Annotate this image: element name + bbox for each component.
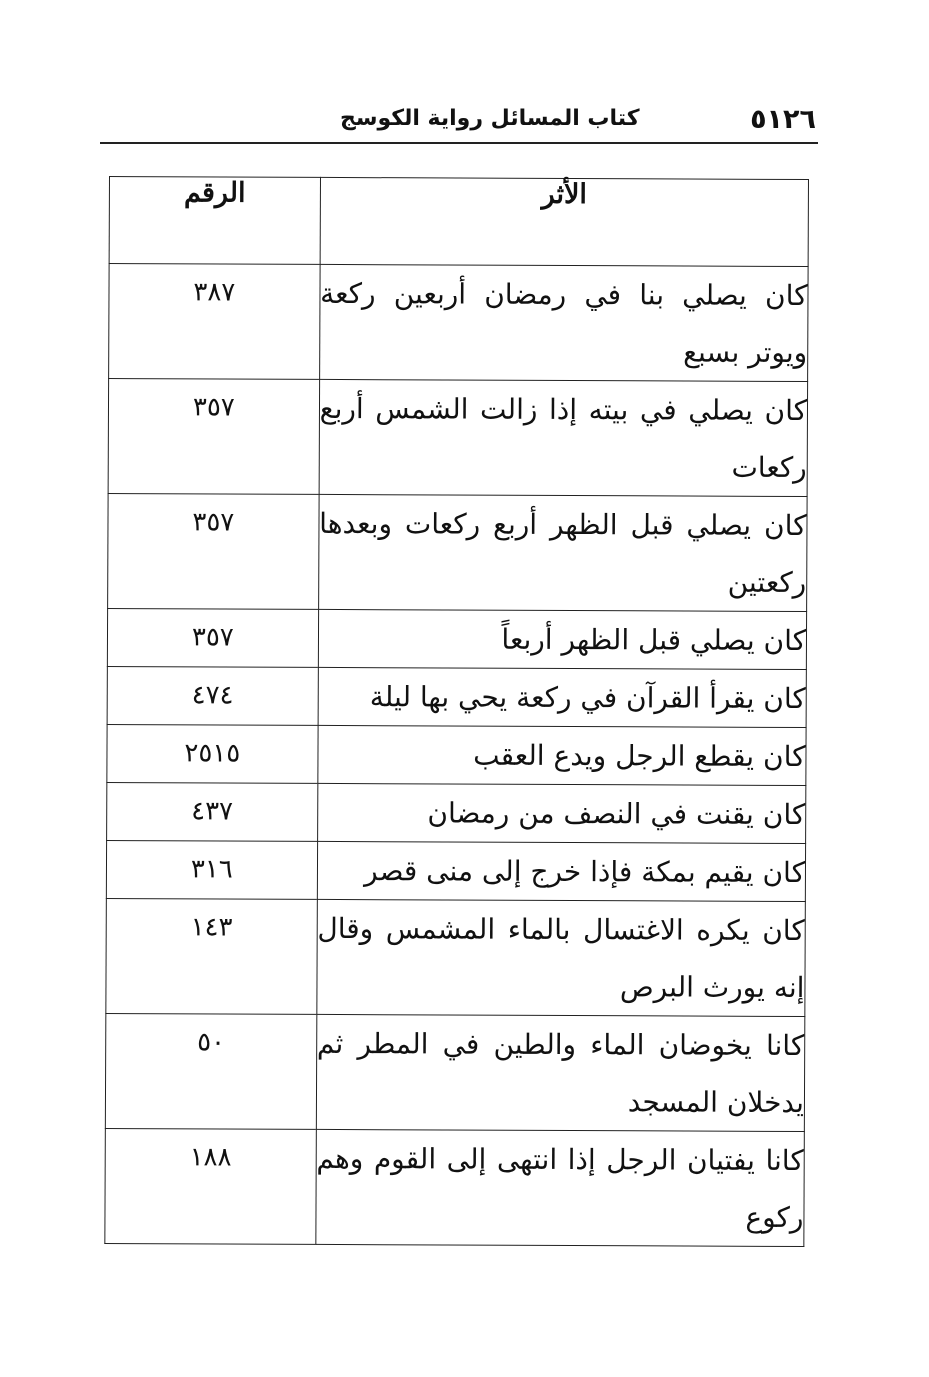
athar-text-cell: كان يقطع الرجل ويدع العقب <box>318 725 807 785</box>
number-cell: ٣٥٧ <box>107 608 318 667</box>
number-cell: ٣٥٧ <box>108 379 319 495</box>
table-row <box>107 666 806 727</box>
table-row <box>107 782 806 843</box>
number-cell: ٢٥١٥ <box>107 724 318 783</box>
athar-text-cell: كانا يفتيان الرجل إذا انتهى إلى القوم وهم ركوع <box>316 1129 805 1246</box>
number-cell: ١٤٣ <box>106 898 317 1014</box>
header-rule <box>100 142 818 144</box>
number-cell: ١٨٨ <box>105 1128 316 1244</box>
page-number: ٥١٢٦ <box>750 104 816 135</box>
table-row <box>105 1128 804 1246</box>
table-row <box>109 264 808 382</box>
athar-text-cell: كان يصلي قبل الظهر أربعاً <box>318 609 807 669</box>
table-row <box>106 840 805 901</box>
table-row <box>107 724 806 785</box>
table-header-row <box>109 177 808 267</box>
athar-index-table <box>104 176 809 1247</box>
table-row <box>105 1013 804 1131</box>
table-row <box>106 898 805 1016</box>
number-cell: ٣٨٧ <box>109 264 320 380</box>
number-cell: ٤٧٤ <box>107 666 318 725</box>
column-header-number: الرقم <box>109 177 320 265</box>
athar-text-cell: كان يصلي في بيته إذا زالت الشمس أربع ركعات <box>319 379 808 496</box>
page-header <box>100 96 818 144</box>
athar-text-cell: كانا يخوضان الماء والطين في المطر ثم يدخلان المسجد <box>316 1014 805 1131</box>
athar-text-cell: كان يقنت في النصف من رمضان <box>317 783 806 843</box>
book-title: كتاب المسائل رواية الكوسج <box>340 106 640 131</box>
number-cell: ٣٥٧ <box>108 493 319 609</box>
column-header-athar: الأثر <box>320 177 809 266</box>
table-row <box>108 493 807 611</box>
number-cell: ٣١٦ <box>106 840 317 899</box>
number-cell: ٤٣٧ <box>107 782 318 841</box>
table-row <box>107 608 806 669</box>
athar-text-cell: كان يقيم بمكة فإذا خرج إلى منى قصر <box>317 841 806 901</box>
athar-text-cell: كان يقرأ القرآن في ركعة يحي بها ليلة <box>318 667 807 727</box>
table-row <box>108 379 807 497</box>
athar-text-cell: كان يصلي بنا في رمضان أربعين ركعة ويوتر بسبع <box>319 264 808 381</box>
athar-text-cell: كان يكره الاغتسال بالماء المشمس وقال إنه يورث البرص <box>317 899 806 1016</box>
athar-text-cell: كان يصلي قبل الظهر أربع ركعات وبعدها ركعتين <box>318 494 807 611</box>
number-cell: ٥٠ <box>105 1013 316 1129</box>
